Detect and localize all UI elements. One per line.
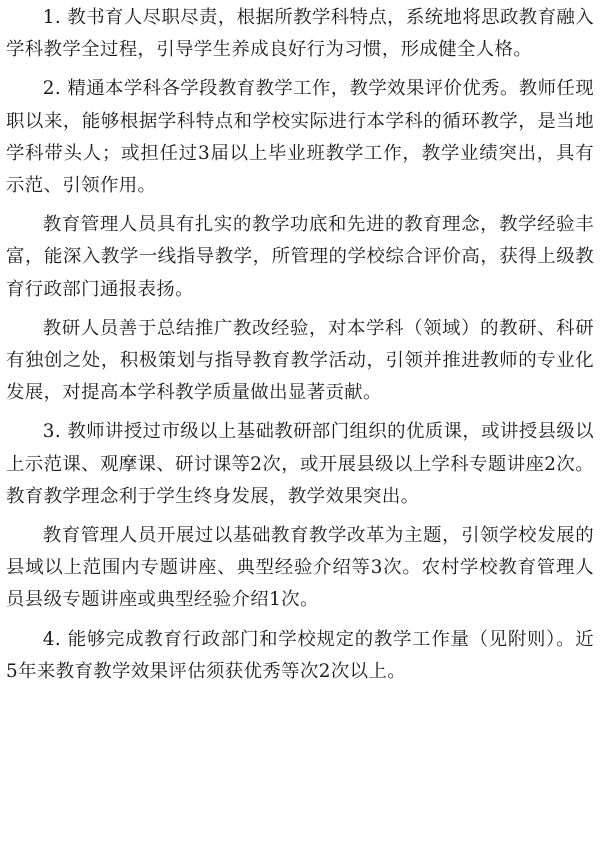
- paragraph-education-managers: 教育管理人员具有扎实的教学功底和先进的教育理念，教学经验丰富，能深入教学一线指导教学，所管理的学校综合评价高，获得上级教育行政部门通报表扬。: [6, 214, 594, 300]
- paragraph-researchers: 教研人员善于总结推广教改经验，对本学科（领域）的教研、科研有独创之处，积极策划与指导教育教学活动，引领并推进教师的专业化发展，对提高本学科教学质量做出显著贡献。: [6, 317, 594, 404]
- paragraph-criterion-2: 2. 精通本学科各学段教育教学工作，教学效果评价优秀。教师任现职以来，能够根据学科特点和学校实际进行本学科的循环教学，是当地学科带头人；或担任过3届以上毕业班教学工作，教学业绩突出，具有示范、引领作用。: [6, 78, 594, 197]
- paragraph-criterion-4: 4. 能够完成教育行政部门和学校规定的教学工作量（见附则）。近5年来教育教学效果评估须获优秀等次2次以上。: [6, 628, 594, 682]
- paragraph-education-managers-lectures: 教育管理人员开展过以基础教育教学改革为主题，引领学校发展的县域以上范围内专题讲座、典型经验介绍等3次。农村学校教育管理人员县级专题讲座或典型经验介绍1次。: [6, 525, 594, 611]
- paragraph-criterion-3: 3. 教师讲授过市级以上基础教研部门组织的优质课，或讲授县级以上示范课、观摩课、研讨课等2次，或开展县级以上学科专题讲座2次。教育教学理念利于学生终身发展，教学效果突出。: [6, 421, 594, 507]
- paragraph-criterion-1: 1. 教书育人尽职尽责，根据所教学科特点，系统地将思政教育融入学科教学全过程，引导学生养成良好行为习惯，形成健全人格。: [6, 7, 594, 61]
